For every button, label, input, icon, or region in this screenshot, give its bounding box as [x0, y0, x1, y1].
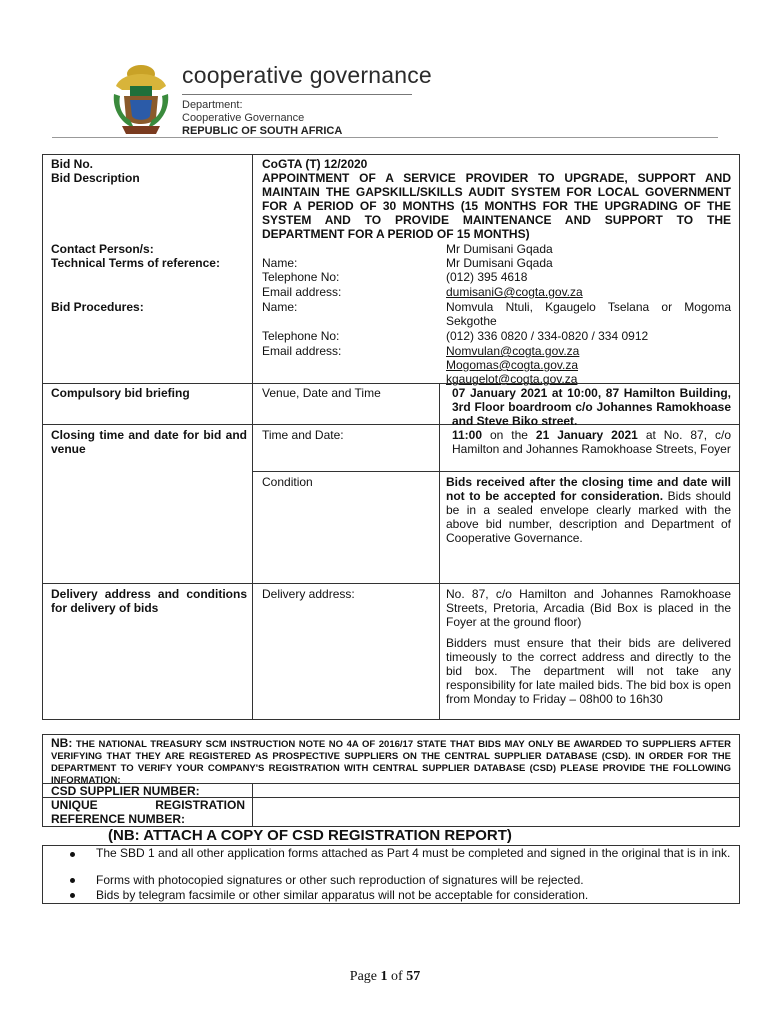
bullet-icon [70, 852, 75, 857]
condition-sub-label: Condition [262, 475, 313, 489]
closing-rest: at No. 87, c/o Hamilton and Johannes Ramokhoase Streets, Foyer [452, 428, 731, 456]
tech-name-label: Name: [262, 256, 298, 270]
bid-no-value: CoGTA (T) 12/2020 [262, 157, 368, 171]
condition-bold: Bids received after the closing time and date will not to be accepted for consideration. [446, 475, 731, 503]
proc-name-value-2: Sekgothe [446, 314, 497, 328]
briefing-label: Compulsory bid briefing [51, 386, 190, 400]
proc-email-label: Email address: [262, 344, 342, 358]
closing-sub-label: Time and Date: [262, 428, 344, 442]
page-footer [0, 969, 770, 985]
delivery-sub-label: Delivery address: [262, 587, 355, 601]
bullet-icon [70, 893, 75, 898]
closing-label: Closing time and date for bid and venue [51, 428, 247, 456]
delivery-conditions: Bidders must ensure that their bids are delivered timeously to the correct address and directly to the bid box. The department will not take any responsibility for late mailed bids. The bid box is open from Monday to Friday – 08h00 to 16h30 [446, 636, 731, 706]
bid-description-value: APPOINTMENT OF A SERVICE PROVIDER TO UPGRADE, SUPPORT AND MAINTAIN THE GAPSKILL/SKILLS AUDIT SYSTEM FOR LOCAL GOVERNMENT FOR A PERIOD OF 30 MONTHS (15 MONTHS FOR THE UPGRADING OF THE SYSTEM AND TO PROVIDE MAINTENANCE AND SUPPORT TO THE DEPARTMENT FOR A PERIOD OF 15 MONTHS) [262, 171, 731, 241]
tech-email-label: Email address: [262, 285, 342, 299]
technical-terms-label: Technical Terms of reference: [51, 256, 220, 270]
proc-email-link-2[interactable]: Mogomas@cogta.gov.za [446, 358, 579, 372]
tech-name-value: Mr Dumisani Gqada [446, 256, 553, 270]
briefing-sub-label: Venue, Date and Time [262, 386, 381, 400]
brand-divider [182, 94, 412, 95]
of-word: of [391, 969, 403, 984]
proc-name-value-1: Nomvula Ntuli, Kgaugelo Tselana or Mogoma [446, 300, 731, 314]
proc-email-link-3[interactable]: kgaugelot@cogta.gov.za [446, 372, 578, 386]
bid-procedures-label: Bid Procedures: [51, 300, 144, 314]
csd-attach-note: (NB: ATTACH A COPY OF CSD REGISTRATION REPORT) [108, 827, 512, 844]
condition-text: Bids should be in a sealed envelope clearly marked with the above bid number, description and Department of Cooperative Governance. [446, 489, 731, 545]
condition-bullet-2: Forms with photocopied signatures or other such reproduction of signatures will be rejected. [96, 873, 584, 887]
page-total: 57 [406, 969, 421, 984]
proc-name-label: Name: [262, 300, 298, 314]
closing-value [452, 428, 731, 456]
tech-telephone-value: (012) 395 4618 [446, 270, 528, 284]
bullet-icon [70, 878, 75, 883]
csd-supplier-number-label: CSD SUPPLIER NUMBER: [51, 784, 200, 798]
proc-email-link-1[interactable]: Nomvulan@cogta.gov.za [446, 344, 580, 358]
delivery-label: Delivery address and conditions for delivery of bids [51, 587, 247, 615]
dept-line-3: REPUBLIC OF SOUTH AFRICA [182, 125, 343, 137]
csd-unique-reg-label: UNIQUE REGISTRATION REFERENCE NUMBER: [51, 798, 245, 826]
csd-supplier-number-field[interactable] [254, 785, 738, 796]
dept-line-2: Cooperative Governance [182, 112, 305, 124]
bid-no-label: Bid No. [51, 157, 93, 171]
proc-telephone-value: (012) 336 0820 / 334-0820 / 334 0912 [446, 329, 649, 343]
coat-of-arms-logo [108, 60, 174, 136]
closing-time: 11:00 [452, 428, 483, 442]
tech-email-link[interactable]: dumisaniG@cogta.gov.za [446, 285, 583, 299]
tech-telephone-label: Telephone No: [262, 270, 340, 284]
condition-bullet-3: Bids by telegram facsimile or other similar apparatus will not be acceptable for consideration. [96, 888, 589, 902]
bid-description-label: Bid Description [51, 171, 140, 185]
page-number: 1 [380, 969, 388, 984]
contact-person-label: Contact Person/s: [51, 242, 154, 256]
csd-notice [51, 737, 731, 787]
brand-wordmark: cooperative governance [182, 62, 432, 88]
page-word: Page [349, 969, 378, 984]
condition-bullet-1: The SBD 1 and all other application forms attached as Part 4 must be completed and signed in the original that is in ink. [96, 846, 731, 860]
condition-value [446, 475, 731, 545]
briefing-value: 07 January 2021 at 10:00, 87 Hamilton Building, 3rd Floor boardroom c/o Johannes Ramokhoase and Steve Biko street. [452, 386, 731, 428]
closing-on: on the [489, 428, 528, 442]
closing-date: 21 January 2021 [535, 428, 638, 442]
csd-notice-text: THE NATIONAL TREASURY SCM INSTRUCTION NOTE NO 4A OF 2016/17 STATE THAT BIDS MAY ONLY BE AWARDED TO SUPPLIERS AFTER VERIFYING THAT THEY ARE REGISTERED AS PROSPECTIVE SUPPLIERS ON THE CENTRAL SUPPLIER DATABASE (CSD). IN ORDER FOR THE DEPARTMENT TO VERIFY YOUR COMPANY'S REGISTRATION WITH CENTRAL SUPPLIER DATABASE (CSD) PLEASE PROVIDE THE FOLLOWING INFORMATION: [51, 739, 732, 786]
proc-telephone-label: Telephone No: [262, 329, 340, 343]
dept-line-1: Department: [182, 99, 243, 111]
contact-person-value: Mr Dumisani Gqada [446, 242, 553, 256]
department-block [182, 99, 342, 138]
delivery-address: No. 87, c/o Hamilton and Johannes Ramokhoase Streets, Pretoria, Arcadia (Bid Box is placed in the Foyer at the ground floor) [446, 587, 731, 629]
csd-notice-prefix: NB: [51, 736, 73, 750]
csd-unique-reg-field[interactable] [254, 799, 738, 825]
header-divider [52, 137, 718, 138]
